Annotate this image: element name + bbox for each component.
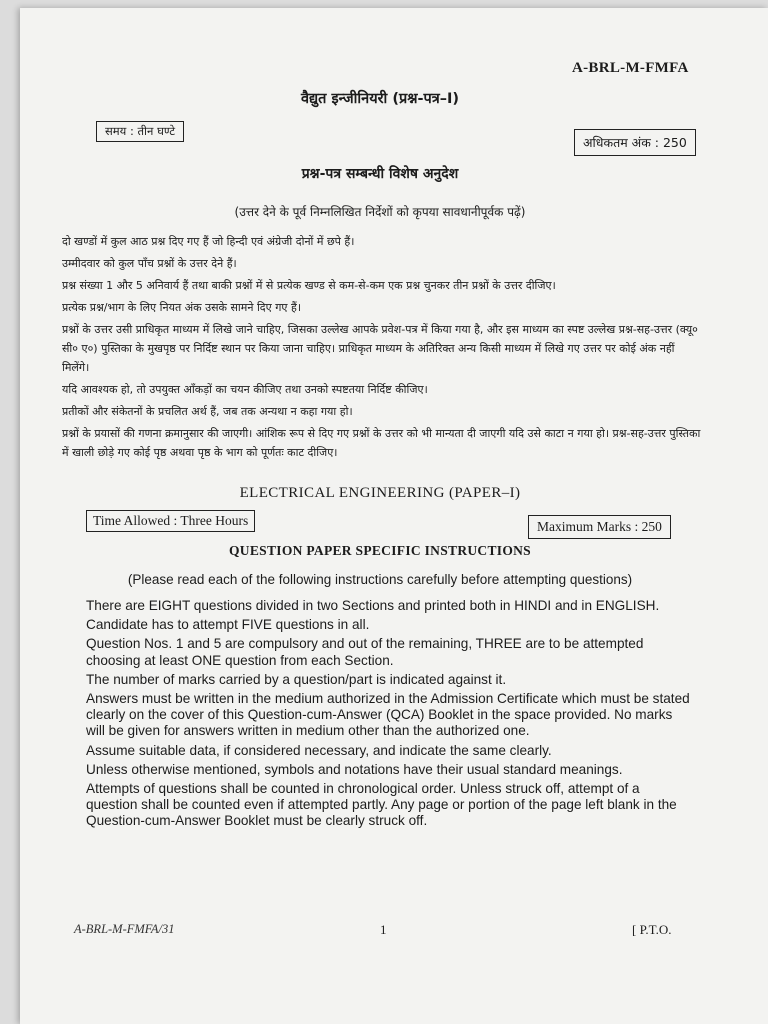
hindi-instruction: प्रश्न संख्या 1 और 5 अनिवार्य हैं तथा बाकी प्रश्नों में से प्रत्येक खण्ड से कम-से-कम एक प्रश्न चुनकर तीन प्रश्नों के उत्तर दीजिए।	[62, 279, 556, 292]
english-max-marks-box: Maximum Marks : 250	[528, 515, 671, 539]
paper-code: A-BRL-M-FMFA	[572, 60, 689, 76]
hindi-instruction: यदि आवश्यक हो, तो उपयुक्त आँकड़ों का चयन कीजिए तथा उनको स्पष्टतया निर्दिष्ट कीजिए।	[62, 383, 428, 396]
hindi-paper-title: वैद्युत इन्जीनियरी (प्रश्न-पत्र–I)	[300, 91, 460, 107]
hindi-instructions-subheading: (उत्तर देने के पूर्व निम्नलिखित निर्देशों को कृपया सावधानीपूर्वक पढ़ें)	[234, 205, 526, 219]
english-instructions-heading: QUESTION PAPER SPECIFIC INSTRUCTIONS	[229, 543, 531, 558]
hindi-instruction: प्रतीकों और संकेतनों के प्रचलित अर्थ हैं, जब तक अन्यथा न कहा गया हो।	[62, 405, 353, 418]
hindi-instruction: प्रश्नों के प्रयासों की गणना क्रमानुसार की जाएगी। आंशिक रूप से दिए गए प्रश्नों के उत्तर को भी मान्यता दी जाएगी यदि उसे काटा न गया हो। प्रश्न-सह-उत्तर पुस्तिका में खाली छोड़े गए कोई पृष्ठ अथवा पृष्ठ के भाग को पूर्णतः काट दीजिए।	[62, 427, 701, 459]
hindi-instructions-heading: प्रश्न-पत्र सम्बन्धी विशेष अनुदेश	[301, 166, 459, 182]
footer-paper-code: A-BRL-M-FMFA/31	[74, 922, 175, 936]
page-number: 1	[380, 922, 387, 937]
english-instructions-subheading: (Please read each of the following instructions carefully before attempting questions)	[127, 572, 633, 587]
english-instructions-list	[86, 598, 694, 833]
english-paper-title: ELECTRICAL ENGINEERING (PAPER–I)	[239, 485, 521, 501]
english-instruction: Answers must be written in the medium authorized in the Admission Certificate which must be stated clearly on the cover of this Question-cum-Answer (QCA) Booklet in the space provided. No marks will be given for answers written in medium other than the authorized one.	[86, 691, 690, 739]
hindi-instruction: दो खण्डों में कुल आठ प्रश्न दिए गए हैं जो हिन्दी एवं अंग्रेजी दोनों में छपे हैं।	[62, 235, 355, 248]
hindi-instruction: प्रश्नों के उत्तर उसी प्राधिकृत माध्यम में लिखे जाने चाहिए, जिसका उल्लेख आपके प्रवेश-पत्र में किया गया है, और इस माध्यम का स्पष्ट उल्लेख प्रश्न-सह-उत्तर (क्यू० सी० ए०) पुस्तिका के मुखपृष्ठ पर निर्दिष्ट स्थान पर किया जाना चाहिए। प्राधिकृत माध्यम के अतिरिक्त अन्य किसी माध्यम में लिखे गए उत्तर पर कोई अंक नहीं मिलेंगे।	[62, 323, 698, 374]
hindi-instruction: उम्मीदवार को कुल पाँच प्रश्नों के उत्तर देने हैं।	[62, 257, 237, 270]
english-instruction: Question Nos. 1 and 5 are compulsory and out of the remaining, THREE are to be attempted choosing at least ONE question from each Section.	[86, 636, 644, 668]
pto-label: [ P.T.O.	[632, 922, 672, 937]
english-instruction: There are EIGHT questions divided in two Sections and printed both in HINDI and in ENGLISH.	[86, 598, 660, 613]
hindi-instructions-list	[62, 232, 702, 465]
english-time-box: Time Allowed : Three Hours	[86, 510, 255, 532]
hindi-instruction: प्रत्येक प्रश्न/भाग के लिए नियत अंक उसके सामने दिए गए हैं।	[62, 301, 301, 314]
hindi-time-box: समय : तीन घण्टे	[96, 121, 184, 142]
english-instruction: Candidate has to attempt FIVE questions in all.	[86, 617, 370, 633]
hindi-max-marks-box: अधिकतम अंक : 250	[574, 129, 696, 156]
exam-page	[20, 8, 768, 1024]
english-instruction: Unless otherwise mentioned, symbols and notations have their usual standard meanings.	[86, 761, 623, 777]
english-instruction: Attempts of questions shall be counted in chronological order. Unless struck off, attempt of a question shall be counted even if attempted partly. Any page or portion of the page left blank in the Question-cum-Answer Booklet must be clearly struck off.	[86, 781, 677, 829]
english-instruction: The number of marks carried by a question/part is indicated against it.	[86, 671, 507, 687]
english-instruction: Assume suitable data, if considered necessary, and indicate the same clearly.	[86, 742, 552, 758]
